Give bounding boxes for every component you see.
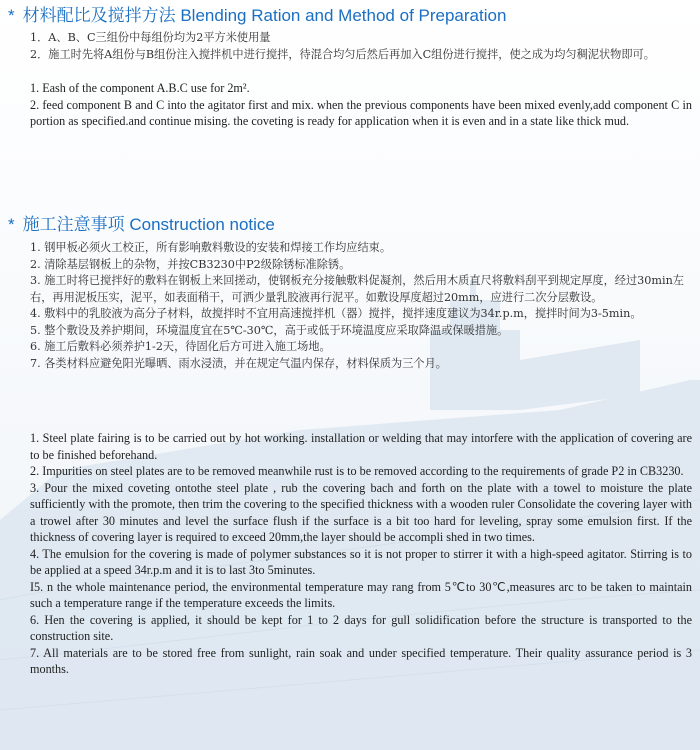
paragraph: 1. Eash of the component A.B.C use for 2m².: [30, 81, 250, 95]
heading-bullet: *: [8, 6, 15, 25]
paragraph: 7. 各类材料应避免阳光曝晒、雨水浸渍，并在规定气温内保存，材料保质为三个月。: [30, 356, 447, 370]
paragraph: 3. 施工时将已搅拌好的敷料在钢板上来回搓动，使钢板充分接触敷料促凝剂，然后用木质直尺将敷料刮平到规定厚度，经过30min左右，再用泥板压实，泥平，如表面稍干，可洒少量乳胶液再行泥平。如敷设厚度超过20mm，应进行二次分层敷设。: [30, 274, 684, 304]
construction-english-text: [30, 430, 692, 678]
paragraph: 4. 敷料中的乳胶液为高分子材料，故搅拌时不宜用高速搅拌机（器）搅拌，搅拌速度建议为34r.p.m，搅拌时间为3-5min。: [30, 307, 642, 320]
paragraph: 2．施工时先将A组份与B组份注入搅拌机中进行搅拌，待混合均匀后然后再加入C组份进行搅拌，使之成为均匀稠泥状物即可。: [30, 47, 655, 61]
paragraph: I5. n the whole maintenance period, the environmental temperature may rang from 5℃to 30℃,measures arc to be taken to maintain such a temperature range if the temperature exceeds the limits.: [30, 579, 692, 610]
construction-chinese-text: [30, 240, 690, 372]
blending-english-text: [30, 80, 692, 130]
heading-text: 施工注意事项 Construction notice: [22, 215, 275, 234]
paragraph: 3. Pour the mixed coveting ontothe steel plate , rub the covering bach and forth on the plate with a towel to moisture the plate sufficiently with the promote, then trim the covering to the specified thickness with a wooden ruler Consolidate the covering layer with a trowel after 30 minutes and level the surface flush if the surface is a bit too hard for leveling, spray some emulsion first. If the thickness of covering layer is required to exceed 20mm,the layer should be accompli shed in two times.: [30, 480, 692, 544]
blending-chinese-text: [30, 30, 690, 63]
paragraph: 1. Steel plate fairing is to be carried out by hot working. installation or welding that may intorfere with the application of covering are to be finished beforehand.: [30, 431, 692, 462]
paragraph: 1. 钢甲板必须火工校正，所有影响敷料敷设的安装和焊接工作均应结束。: [30, 241, 392, 254]
paragraph: 1．A、B、C三组份中每组份均为2平方米使用量: [30, 31, 271, 44]
heading-bullet: *: [8, 215, 15, 234]
section-heading-blending: [8, 1, 506, 26]
section-heading-construction: [8, 210, 275, 235]
paragraph: 2. Impurities on steel plates are to be removed meanwhile rust is to be removed according to the requirements of grade P2 in CB3230.: [30, 464, 684, 478]
paragraph: 6. 施工后敷料必须养护1-2天，待固化后方可进入施工场地。: [30, 340, 331, 353]
paragraph: 4. The emulsion for the covering is made of polymer substances so it is not proper to stirrer it with a high-speed agitator. Stirring is to be applied at a speed 34r.p.m and it is to last 3to 5minutes.: [30, 546, 692, 577]
paragraph: 6. Hen the covering is applied, it should be kept for 1 to 2 days for gull solidification before the structure is transported to the construction site.: [30, 612, 692, 643]
paragraph: 5. 整个敷设及养护期间，环境温度宜在5℃-30℃，高于或低于环境温度应采取降温或保暖措施。: [30, 323, 509, 337]
paragraph: 2. feed component B and C into the agitator first and mix. when the previous components have been mixed evenly,add component C in portion as specified.and continue mising. the coveting is ready for application when it is even and in a state like thick mud.: [30, 97, 692, 128]
heading-text: 材料配比及搅拌方法 Blending Ration and Method of Preparation: [22, 6, 507, 25]
paragraph: 7. All materials are to be stored free from sunlight, rain soak and under specified temperature. Their quality assurance period is 3 months.: [30, 645, 692, 676]
paragraph: 2. 清除基层钢板上的杂物，并按CB3230中P2级除锈标准除锈。: [30, 257, 351, 271]
